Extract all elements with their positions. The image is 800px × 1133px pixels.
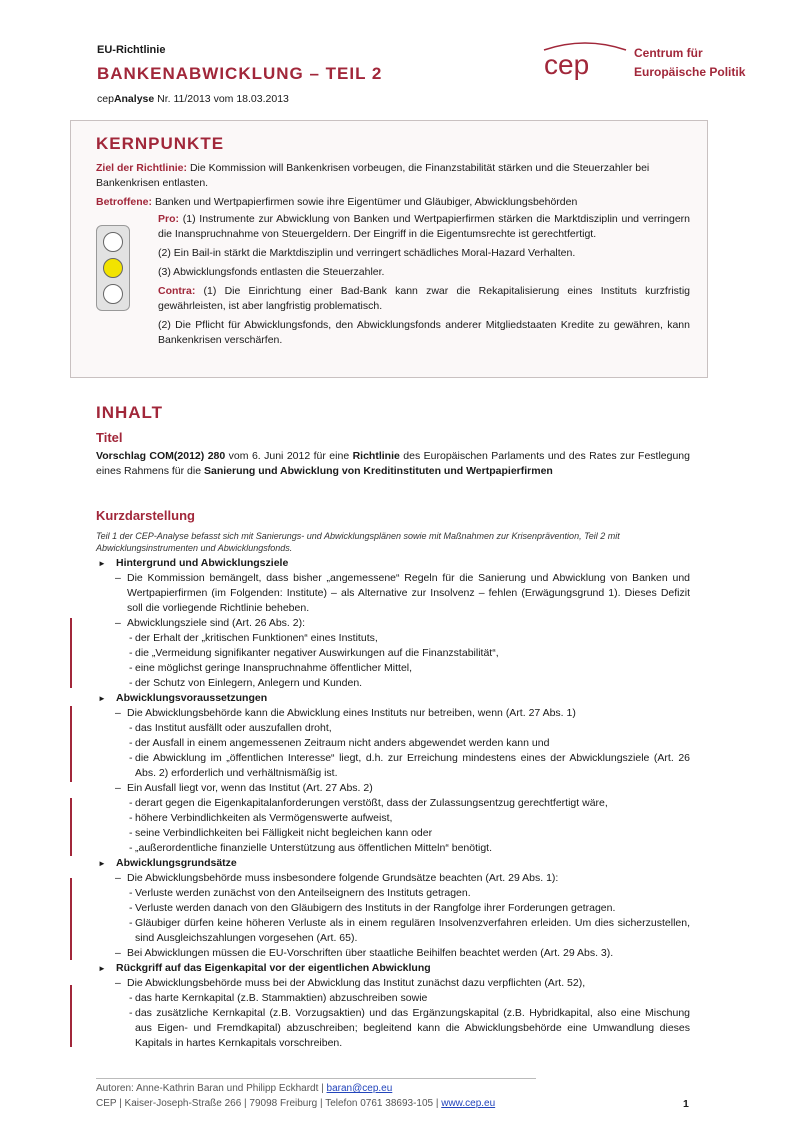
page-number: 1 <box>683 1098 689 1110</box>
section-voraussetzungen <box>96 691 690 856</box>
section-title: ► Hintergrund und Abwicklungsziele <box>96 556 690 571</box>
kurzdarstellung-content <box>96 556 690 1051</box>
margin-marker <box>70 878 72 960</box>
contra-1 <box>158 284 690 314</box>
betroffene-text: Banken und Wertpapierfirmen sowie ihre Eigentümer und Gläubiger, Abwicklungsbehörden <box>154 196 578 208</box>
analyse-bold: Analyse <box>113 93 155 105</box>
logo-line-1: Centrum für <box>634 46 703 60</box>
logo-text <box>634 44 745 82</box>
titel-part-e: Sanierung und Abwicklung von Kreditinstituten und Wertpapierfirmen <box>203 465 553 477</box>
document-kind: EU-Richtlinie <box>97 44 166 56</box>
titel-part-a: Vorschlag COM(2012) 280 <box>96 450 226 462</box>
kernpunkte-title: KERNPUNKTE <box>96 134 225 153</box>
list-item: – Abwicklungsziele sind (Art. 26 Abs. 2): <box>96 616 690 631</box>
betroffene-paragraph <box>96 195 690 210</box>
analyse-prefix: cep <box>97 93 114 105</box>
titel-part-c: Richtlinie <box>352 450 400 462</box>
margin-marker <box>70 985 72 1047</box>
titel-text <box>96 449 690 479</box>
list-item: – Die Abwicklungsbehörde kann die Abwicklung eines Instituts nur betreiben, wenn (Art. 27 Abs. 1) <box>96 706 690 721</box>
margin-marker <box>70 618 72 688</box>
section-title: ► Abwicklungsgrundsätze <box>96 856 690 871</box>
logo-line-2: Europäische Politik <box>634 65 746 79</box>
list-item: - die „Vermeidung signifikanter negativer Auswirkungen auf die Finanzstabilität“, <box>96 646 690 661</box>
ziel-paragraph <box>96 161 690 191</box>
analyse-number: Nr. 11/2013 vom 18.03.2013 <box>157 93 289 105</box>
list-item: - Gläubiger dürfen keine höheren Verluste als in einem regulären Insolvenzverfahren erleiden. Um dies sicherzustellen, sind Ausgleichszahlungen vorgesehen (Art. 65). <box>96 916 690 946</box>
pro-3: (3) Abwicklungsfonds entlasten die Steuerzahler. <box>158 266 385 278</box>
list-item: - das zusätzliche Kernkapital (z.B. Vorzugsaktien) und das Ergänzungskapital (z.B. Hybridkapital, also eine Mischung aus Eigen- und Fremdkapital) abzuschreiben; begleitend kann die Abwicklungsbehörde eine Umwandlung dieses Kapitals in hartes Kernkapitals vorschreiben. <box>96 1006 690 1051</box>
contra-1-text: (1) Die Einrichtung einer Bad-Bank kann zwar die Rekapitalisierung eines Instituts kurzfristig gewährleisten, ist aber langfristig problematisch. <box>158 285 690 312</box>
ziel-label: Ziel der Richtlinie: <box>96 162 188 174</box>
list-item: - „außerordentliche finanzielle Unterstützung aus öffentlichen Mitteln“ benötigt. <box>96 841 690 856</box>
list-item: - das harte Kernkapital (z.B. Stammaktien) abzuschreiben sowie <box>96 991 690 1006</box>
pro-2: (2) Ein Bail-in stärkt die Marktdisziplin und verringert schädliches Moral-Hazard Verhalten. <box>158 247 576 259</box>
list-item: - die Abwicklung im „öffentlichen Interesse“ liegt, d.h. zur Erreichung mindestens eines der Abwicklungsziele (Art. 26 Abs. 2) erforderlich und verhältnismäßig ist. <box>96 751 690 781</box>
website-link[interactable]: www.cep.eu <box>441 1098 496 1109</box>
list-item: – Die Abwicklungsbehörde muss insbesondere folgende Grundsätze beachten (Art. 29 Abs. 1): <box>96 871 690 886</box>
list-item: - der Schutz von Einlegern, Anlegern und Kunden. <box>96 676 690 691</box>
list-item: - Verluste werden danach von den Gläubigern des Instituts in der Rangfolge ihrer Forderungen getragen. <box>96 901 690 916</box>
margin-marker <box>70 798 72 856</box>
margin-marker <box>70 706 72 782</box>
pro-contra-block <box>158 212 690 352</box>
ziel-text: Die Kommission will Bankenkrisen vorbeugen, die Finanzstabilität stärken und die Steuerzahler bei Bankenkrisen entlasten. <box>96 162 650 189</box>
list-item: - Verluste werden zunächst von den Anteilseignern des Instituts getragen. <box>96 886 690 901</box>
authors-text: Autoren: Anne-Kathrin Baran und Philipp Eckhardt | <box>96 1083 327 1094</box>
section-title: ► Abwicklungsvoraussetzungen <box>96 691 690 706</box>
list-item: - eine möglichst geringe Inanspruchnahme öffentlicher Mittel, <box>96 661 690 676</box>
section-hintergrund <box>96 556 690 691</box>
traffic-light-bottom-lamp <box>103 284 123 304</box>
section-title: ► Rückgriff auf das Eigenkapital vor der eigentlichen Abwicklung <box>96 961 690 976</box>
titel-part-d: des Europäischen Parlaments und des Rates zur Festlegung eines Rahmens für die <box>96 450 690 477</box>
list-item: - das Institut ausfällt oder auszufallen droht, <box>96 721 690 736</box>
pro-1-text: (1) Instrumente zur Abwicklung von Banken und Wertpapierfirmen stärken die Marktdisziplin und verringern die Inanspruchnahme von Steuergeldern. Der Eingriff in die Eigentumsrechte ist gerechtfertigt. <box>158 213 690 240</box>
list-item: – Die Kommission bemängelt, dass bisher „angemessene“ Regeln für die Sanierung und Abwicklung von Banken und Wertpapierfirmen (im Folgenden: Institute) – als Alternative zur Insolvenz – fehlen (Erwägungsgrund 1). Dieses Defizit soll die vorliegende Richtlinie beheben. <box>96 571 690 616</box>
kurzdarstellung-note: Teil 1 der CEP-Analyse befasst sich mit Sanierungs- und Abwicklungsplänen sowie mit Maßnahmen zur Krisenprävention, Teil 2 mit Abwicklungsinstrumenten und Abwicklungsfonds. <box>96 531 620 553</box>
footer-address <box>96 1098 495 1109</box>
pro-label: Pro: <box>158 213 179 225</box>
email-link[interactable]: baran@cep.eu <box>326 1083 393 1094</box>
betroffene-label: Betroffene: <box>96 196 153 208</box>
section-eigenkapital <box>96 961 690 1051</box>
titel-heading: Titel <box>96 430 123 445</box>
document-title: BANKENABWICKLUNG – TEIL 2 <box>97 64 383 83</box>
traffic-light-icon <box>96 225 130 311</box>
kurzdarstellung-heading: Kurzdarstellung <box>96 508 195 523</box>
address-text: CEP | Kaiser-Joseph-Straße 266 | 79098 Freiburg | Telefon 0761 38693-105 | <box>96 1098 442 1109</box>
contra-label: Contra: <box>158 285 196 297</box>
list-item: - der Erhalt der „kritischen Funktionen“ eines Instituts, <box>96 631 690 646</box>
titel-part-b: vom 6. Juni 2012 für eine <box>225 450 353 462</box>
contra-2: (2) Die Pflicht für Abwicklungsfonds, den Abwicklungsfonds anderer Mitgliedstaaten Kredite zu gewähren, kann Bankenkrisen verschärfen. <box>158 319 690 346</box>
list-item: - der Ausfall in einem angemessenen Zeitraum nicht anders abgewendet werden kann und <box>96 736 690 751</box>
inhalt-title: INHALT <box>96 403 164 422</box>
traffic-light-middle-lamp <box>103 258 123 278</box>
list-item: – Ein Ausfall liegt vor, wenn das Institut (Art. 27 Abs. 2) <box>96 781 690 796</box>
list-item: - seine Verbindlichkeiten bei Fälligkeit nicht begleichen kann oder <box>96 826 690 841</box>
logo-word: cep <box>544 49 590 80</box>
footer-authors <box>96 1083 392 1094</box>
list-item: - höhere Verbindlichkeiten als Vermögenswerte aufweist, <box>96 811 690 826</box>
pro-1 <box>158 212 690 242</box>
traffic-light-top-lamp <box>103 232 123 252</box>
list-item: – Die Abwicklungsbehörde muss bei der Abwicklung das Institut zunächst dazu verpflichten (Art. 52), <box>96 976 690 991</box>
analyse-reference <box>97 93 289 105</box>
list-item: – Bei Abwicklungen müssen die EU-Vorschriften über staatliche Beihilfen beachtet werden (Art. 29 Abs. 3). <box>96 946 690 961</box>
section-grundsaetze <box>96 856 690 961</box>
cep-logo-icon <box>540 40 630 84</box>
list-item: - derart gegen die Eigenkapitalanforderungen verstößt, dass der Zulassungsentzug gerechtfertigt wäre, <box>96 796 690 811</box>
footer-divider <box>96 1078 536 1079</box>
